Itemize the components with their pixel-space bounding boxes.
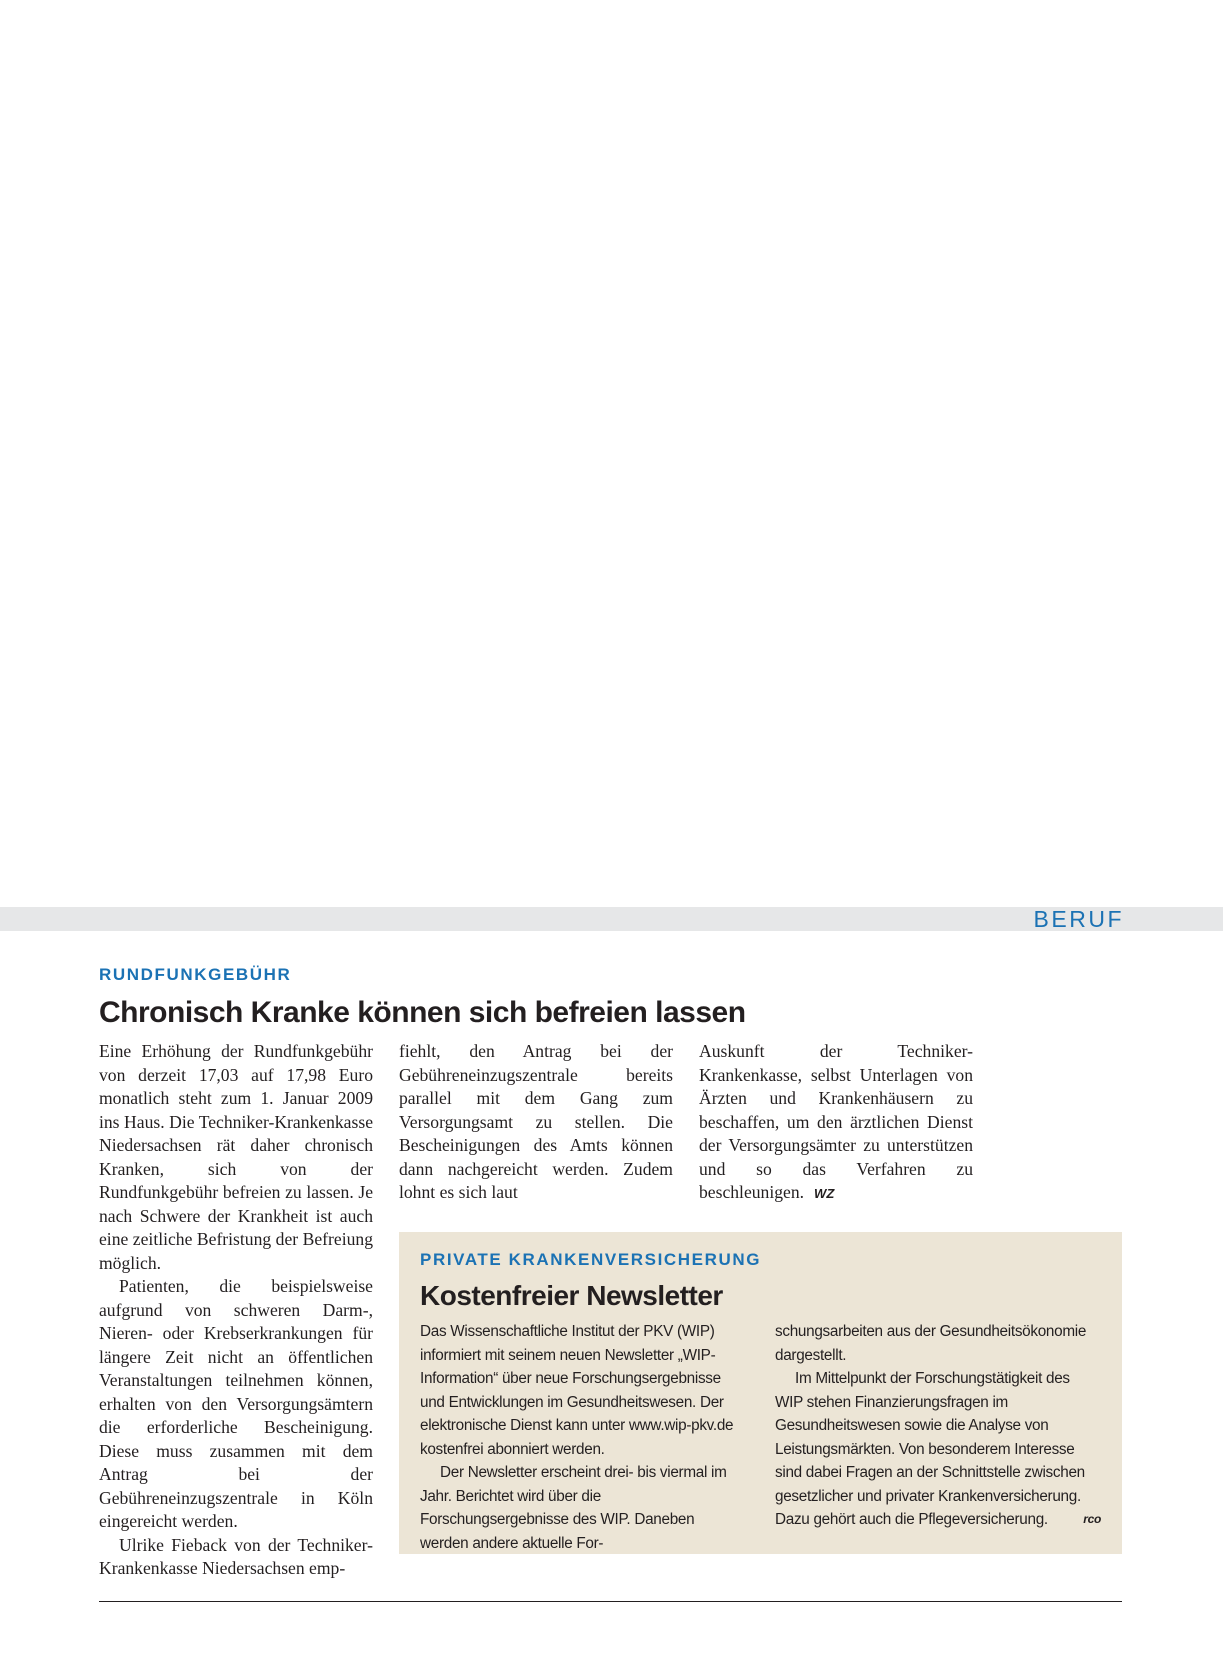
- bottom-rule: [99, 1601, 1122, 1602]
- article2-column-1: [420, 1320, 746, 1555]
- article1-headline: Chronisch Kranke können sich befreien lassen: [99, 996, 746, 1029]
- article1-column-3: [699, 1040, 973, 1206]
- article2-paragraph-text: Im Mittelpunkt der Forschungstätigkeit des WIP stehen Finanzierungsfragen im Gesundheitswesen sowie die Analyse von Leistungsmärkten. Von besonderem Interesse sind dabei Fragen an der Schnittstelle zwischen gesetzlicher und privater Krankenversicherung. Dazu gehört auch die Pflegeversicherung.: [775, 1370, 1085, 1528]
- article2-paragraph: Der Newsletter erscheint drei- bis viermal im Jahr. Berichtet wird über die Forschungsergebnisse des WIP. Daneben werden andere aktuelle For-: [420, 1464, 727, 1552]
- article2-paragraph: Das Wissenschaftliche Institut der PKV (WIP) informiert mit seinem neuen Newsletter „WIP-Information“ über neue Forschungsergebnisse und Entwicklungen im Gesundheitswesen. Der elektronische Dienst kann unter www.wip-pkv.de kostenfrei abonniert werden.: [420, 1323, 734, 1458]
- article1-column-1: [99, 1040, 373, 1581]
- article1-paragraph: Ulrike Fieback von der Techniker-Krankenkasse Niedersachsen emp-: [99, 1534, 373, 1578]
- article1-kicker: RUNDFUNKGEBÜHR: [99, 965, 292, 984]
- article1-paragraph-text: Auskunft der Techniker-Krankenkasse, selbst Unterlagen von Ärzten und Krankenhäusern zu beschaffen, um den ärztlichen Dienst der Versorgungsämter zu unterstützen und so das Verfahren zu beschleunigen.: [699, 1041, 973, 1202]
- article2-headline: Kostenfreier Newsletter: [420, 1280, 723, 1311]
- article1-paragraph: Eine Erhöhung der Rundfunkgebühr von derzeit 17,03 auf 17,98 Euro monatlich steht zum 1. Januar 2009 ins Haus. Die Techniker-Krankenkasse Niedersachsen rät daher chronisch Kranken, sich von der Rundfunkgebühr befreien zu lassen. Je nach Schwere der Krankheit ist auch eine zeitliche Befristung der Befreiung möglich.: [99, 1041, 373, 1273]
- article1-paragraph: fiehlt, den Antrag bei der Gebühreneinzugszentrale bereits parallel mit dem Gang zum Versorgungsamt zu stellen. Die Bescheinigungen des Amts können dann nachgereicht werden. Zudem lohnt es sich laut: [399, 1041, 673, 1202]
- article1-signature: WZ: [814, 1186, 835, 1201]
- article2-kicker: PRIVATE KRANKENVERSICHERUNG: [420, 1250, 762, 1269]
- article1-paragraph: [699, 1040, 973, 1206]
- article2-column-2: [775, 1320, 1101, 1532]
- article1-paragraph: Patienten, die beispielsweise aufgrund von schweren Darm-, Nieren- oder Krebserkrankungen für längere Zeit nicht an öffentlichen Veranstaltungen teilnehmen können, erhalten von den Versorgungsämtern die erforderliche Bescheinigung. Diese muss zusammen mit dem Antrag bei der Gebühreneinzugszentrale in Köln eingereicht werden.: [99, 1276, 373, 1531]
- article2-paragraph: [775, 1367, 1101, 1532]
- article2-paragraph: schungsarbeiten aus der Gesundheitsökonomie dargestellt.: [775, 1323, 1087, 1364]
- article1-column-2: [399, 1040, 673, 1205]
- section-label: BERUF: [1033, 906, 1124, 932]
- article2-signature: rco: [1083, 1512, 1101, 1526]
